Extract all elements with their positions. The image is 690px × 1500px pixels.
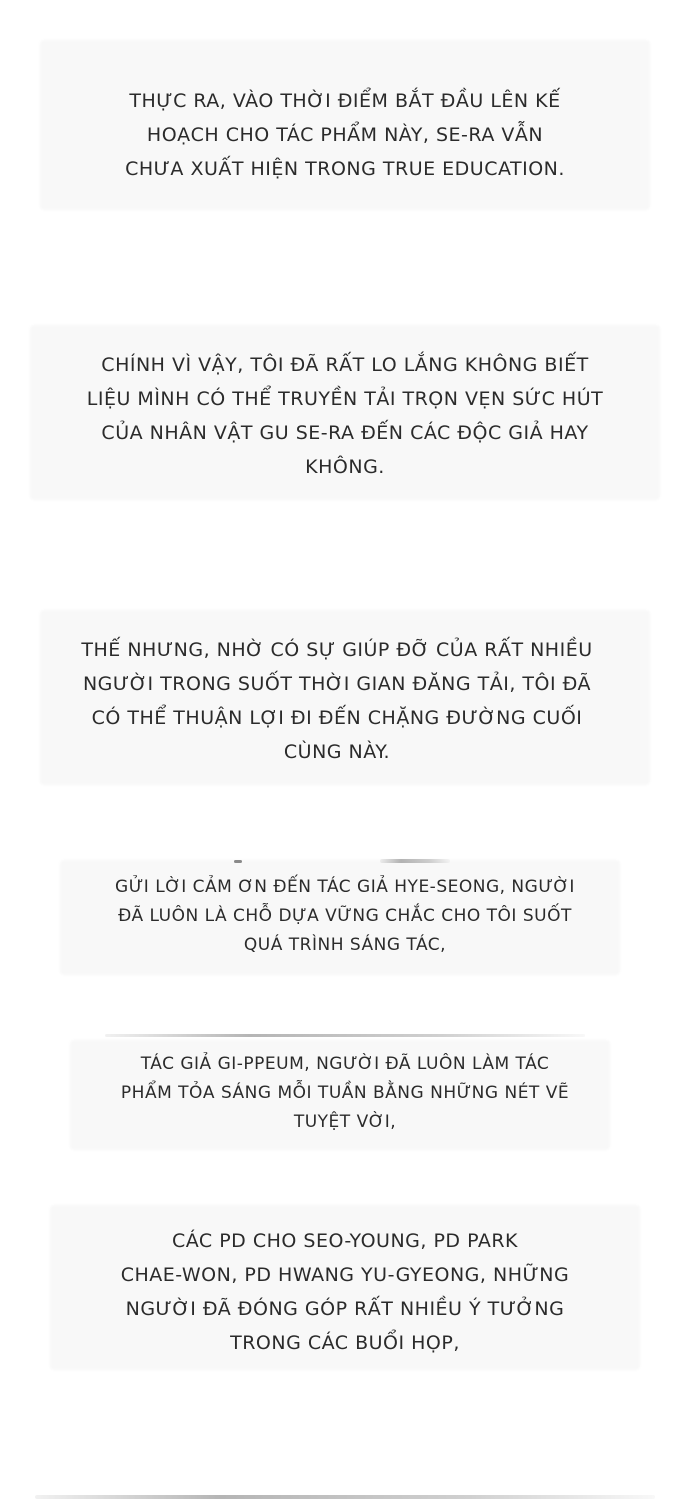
caption-line: NGƯỜI TRONG SUỐT THỜI GIAN ĐĂNG TẢI, TÔI ĐÃ (82, 673, 592, 695)
brush-stroke (105, 1034, 585, 1037)
caption-line: CHÍNH VÌ VẬY, TÔI ĐÃ RẤT LO LẮNG KHÔNG BIẾT (101, 354, 589, 376)
text-panel-4 (0, 873, 690, 960)
caption-line: TUYỆT VỜI, (293, 1112, 397, 1132)
brush-speck (234, 860, 242, 863)
caption-line: PHẨM TỎA SÁNG MỖI TUẦN BẰNG NHỮNG NÉT VẼ (120, 1083, 570, 1103)
caption-line: THỰC RA, VÀO THỜI ĐIỂM BẮT ĐẦU LÊN KẾ (129, 90, 561, 112)
caption-line: TRONG CÁC BUỔI HỌP, (230, 1332, 460, 1354)
text-panel-3 (0, 633, 690, 769)
brush-stroke (35, 1495, 655, 1499)
caption-line: CÓ THỂ THUẬN LỢI ĐI ĐẾN CHẶNG ĐƯỜNG CUỐI (91, 707, 583, 729)
caption-line: THẾ NHƯNG, NHỜ CÓ SỰ GIÚP ĐỠ CỦA RẤT NHIỀU (81, 639, 593, 661)
caption-line: GỬI LỜI CẢM ƠN ĐẾN TÁC GIẢ HYE-SEONG, NGƯỜI (115, 877, 575, 897)
text-panel-1 (0, 84, 690, 186)
caption-line: KHÔNG. (305, 456, 385, 478)
text-panel-5 (0, 1050, 690, 1137)
caption-line: LIỆU MÌNH CÓ THỂ TRUYỀN TẢI TRỌN VẸN SỨC HÚT (86, 388, 604, 410)
caption-line: NGƯỜI ĐÃ ĐÓNG GÓP RẤT NHIỀU Ý TƯỞNG (125, 1298, 565, 1320)
text-panel-6 (0, 1224, 690, 1360)
text-panel-2 (0, 348, 690, 484)
caption-line: CÙNG NÀY. (283, 741, 391, 763)
caption-line: TÁC GIẢ GI-PPEUM, NGƯỜI ĐÃ LUÔN LÀM TÁC (140, 1054, 550, 1074)
caption-line: CỦA NHÂN VẬT GU SE-RA ĐẾN CÁC ĐỘC GIẢ HAY (101, 422, 589, 444)
caption-line: QUÁ TRÌNH SÁNG TÁC, (243, 935, 447, 955)
brush-stroke (380, 859, 450, 863)
caption-line: HOẠCH CHO TÁC PHẨM NÀY, SE-RA VẪN (146, 124, 544, 146)
caption-line: CHƯA XUẤT HIỆN TRONG TRUE EDUCATION. (125, 158, 565, 180)
caption-line: ĐÃ LUÔN LÀ CHỖ DỰA VỮNG CHẮC CHO TÔI SUỐT (118, 906, 572, 926)
caption-line: CHAE-WON, PD HWANG YU-GYEONG, NHỮNG (120, 1264, 570, 1286)
caption-line: CÁC PD CHO SEO-YOUNG, PD PARK (171, 1230, 519, 1252)
